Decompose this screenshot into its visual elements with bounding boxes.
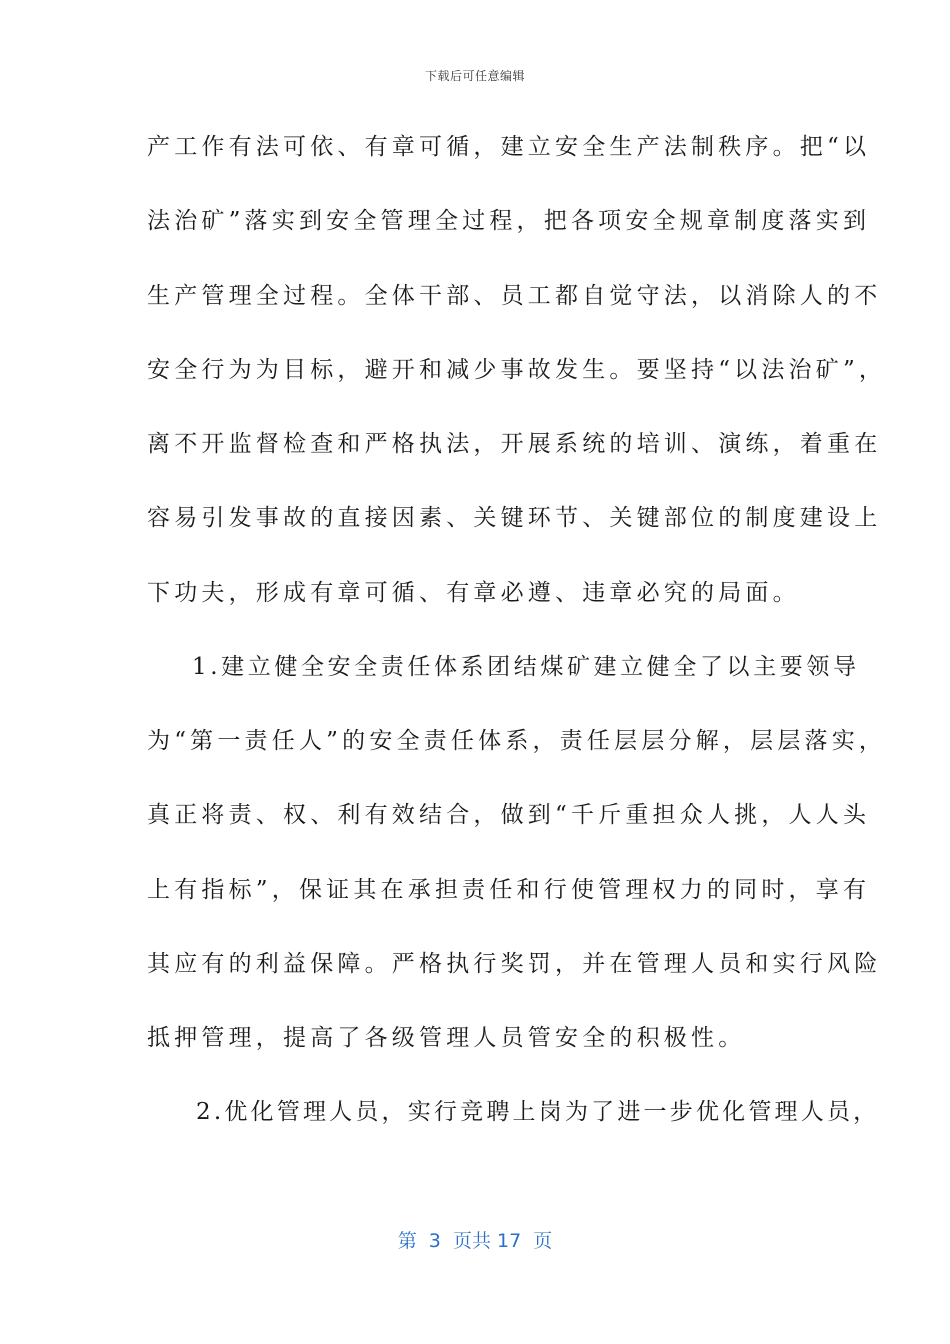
text-line: 法治矿”落实到安全管理全过程，把各项安全规章制度落实到	[147, 208, 871, 234]
text-line: 生产管理全过程。全体干部、员工都自觉守法，以消除人的不	[147, 283, 882, 309]
paragraph-1-heading-line: 1.建立健全安全责任体系团结煤矿建立健全了以主要领导	[192, 654, 860, 680]
paragraph-2-heading-line: 2.优化管理人员，实行竞聘上岗为了进一步优化管理人员，	[196, 1099, 880, 1125]
text-line: 产工作有法可依、有章可循，建立安全生产法制秩序。把“以	[147, 134, 871, 160]
text-line: 安全行为为目标，避开和减少事故发生。要坚持“以法治矿”，	[147, 357, 887, 383]
text-line: 离不开监督检查和严格执法，开展系统的培训、演练，着重在	[147, 431, 882, 457]
page-number-label: 第 3 页共 17 页	[397, 1230, 553, 1252]
text-line: 真正将责、权、利有效结合，做到“千斤重担众人挑，人人头	[147, 802, 871, 828]
text-line: 为“第一责任人”的安全责任体系，责任层层分解，层层落实，	[147, 728, 887, 754]
text-line: 抵押管理，提高了各级管理人员管安全的积极性。	[147, 1025, 746, 1051]
header-note: 下载后可任意编辑	[424, 69, 525, 83]
text-line: 其应有的利益保障。严格执行奖罚，并在管理人员和实行风险	[147, 951, 882, 977]
text-line: 上有指标”，保证其在承担责任和行使管理权力的同时，享有	[147, 877, 871, 903]
text-line: 容易引发事故的直接因素、关键环节、关键部位的制度建设上	[147, 505, 882, 531]
text-line: 下功夫，形成有章可循、有章必遵、违章必究的局面。	[147, 580, 800, 606]
page-footer	[0, 1226, 950, 1253]
